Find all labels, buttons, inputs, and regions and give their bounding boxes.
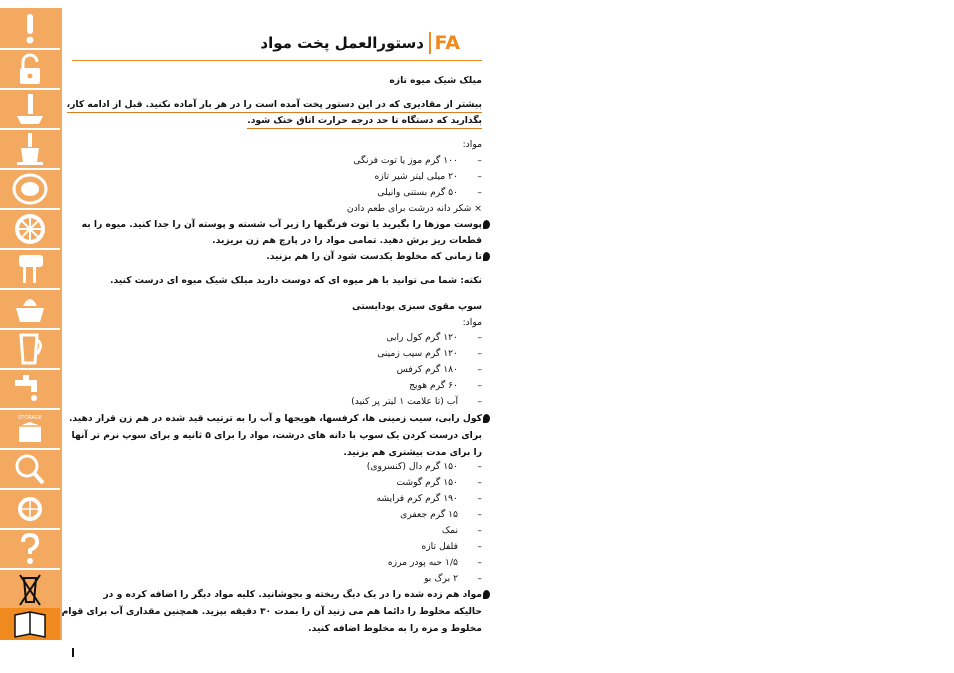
recipe1-warning-line2: بگذارید که دستگاه تا حد درجه حرارت اتاق خنک شود. [247,114,482,129]
mixer-icon[interactable] [0,250,60,290]
list-item: –۲۰ میلی لیتر شیر تازه [374,171,482,182]
page-title: دستورالعمل پخت مواد [260,34,424,52]
step-bullet [483,220,490,229]
step-bullet [483,252,490,261]
page-marker [72,648,74,657]
list-item: –فلفل تازه [421,541,482,552]
recipe-book-icon[interactable] [0,608,60,642]
list-item: –۱۵ گرم جعفری [400,509,482,520]
tap-icon[interactable] [0,370,60,410]
list-item: –۵۰ گرم بستنی وانیلی [377,187,482,198]
storage-label: STORAGE [18,415,42,421]
list-item: –۱۰۰ گرم موز یا توت فرنگی [353,155,482,166]
list-item: –نمک [441,525,482,536]
recipe2-step1-line1: کول رابی، سیب زمینی ها، کرفسها، هویجها و آب را به ترتیب قید شده در هم زن قرار دهید. [68,413,482,424]
recipe2-step1-line2: برای درست کردن یک سوپ با دانه های درشت، مواد را برای ۵ ثانیه و برای سوپ نرم تر آنها [71,430,482,441]
hand-blender-icon[interactable] [0,130,60,170]
disc-icon[interactable] [0,170,60,210]
recipe1-step1-line1: پوست موزها را بگیرید یا توت فرنگیها را زیر آب شسته و پوسته آن را جدا کنید. میوه را به [81,219,482,230]
jug-icon[interactable] [0,330,60,370]
question-icon[interactable] [0,530,60,570]
list-item: –۱۲۰ گرم سیب زمینی [377,348,482,359]
recipe1-extra: × شکر دانه درشت برای طعم دادن [346,203,482,214]
disposal-icon[interactable] [0,570,60,610]
recipe2-step2-line3: مخلوط و مزه را به مخلوط اضافه کنید. [308,623,482,634]
recipe2-ingredients-label: مواد: [462,317,482,328]
slicer-disc-icon[interactable] [0,210,60,250]
list-item: –۱۲۰ گرم کول رابی [386,332,482,343]
exclamation-icon[interactable] [0,10,60,50]
recipe1-title: میلک شیک میوه تازه [389,75,482,86]
recipe2-title: سوپ مقوی سبزی بودایستی [352,301,482,312]
list-item: –۱/۵ حبه پودر مرزه [387,557,482,568]
world-icon[interactable] [0,490,60,530]
list-item: –۱۵۰ گرم دال (کنسروی) [366,461,482,472]
list-item: –۱۸۰ گرم کرفس [396,364,482,375]
blender-icon[interactable] [0,90,60,130]
citrus-press-icon[interactable] [0,290,60,330]
storage-box-icon[interactable] [0,410,60,450]
recipe2-step2-line1: مواد هم زده شده را در یک دیگ ریخته و بجوشانید. کلیه مواد دیگر را اضافه کرده و در [103,589,482,600]
step-bullet [483,590,490,599]
list-item: –آب (تا علامت ۱ لیتر پر کنید) [351,396,482,407]
recipe1-ingredients-label: مواد: [462,139,482,150]
list-item: –۱۹۰ گرم کرم فرایشه [376,493,482,504]
lock-icon[interactable] [0,50,60,90]
icon-sidebar [0,8,62,640]
step-bullet [483,414,490,423]
recipe2-step2-line2: حالیکه مخلوط را دائما هم می زنید آن را بمدت ۳۰ دقیقه بپزید. همچنین مقداری آب برای قوام [61,606,482,617]
recipe1-warning-line1: بیشتر از مقادیری که در این دستور پخت آمده است را در هر بار آماده نکنید. قبل از ادامه کار، [67,98,482,113]
language-code: FA [434,32,460,54]
recipe2-step1-line3: را برای مدت بیشتری هم بزنید. [343,447,482,458]
magnifier-icon[interactable] [0,450,60,490]
list-item: –۲ برگ بو [424,573,482,584]
header-divider [429,32,431,54]
recipe1-step2: تا زمانی که مخلوط یکدست شود آن را هم بزنید. [266,251,482,262]
page-header [72,28,482,61]
list-item: –۶۰ گرم هویج [409,380,482,391]
list-item: –۱۵۰ گرم گوشت [396,477,482,488]
recipe1-note: نکته: شما می توانید با هر میوه ای که دوست دارید میلک شیک میوه ای درست کنید. [109,275,482,286]
recipe1-step1-line2: قطعات ریز برش دهید. تمامی مواد را در پارچ هم زن بریزید. [212,235,482,246]
